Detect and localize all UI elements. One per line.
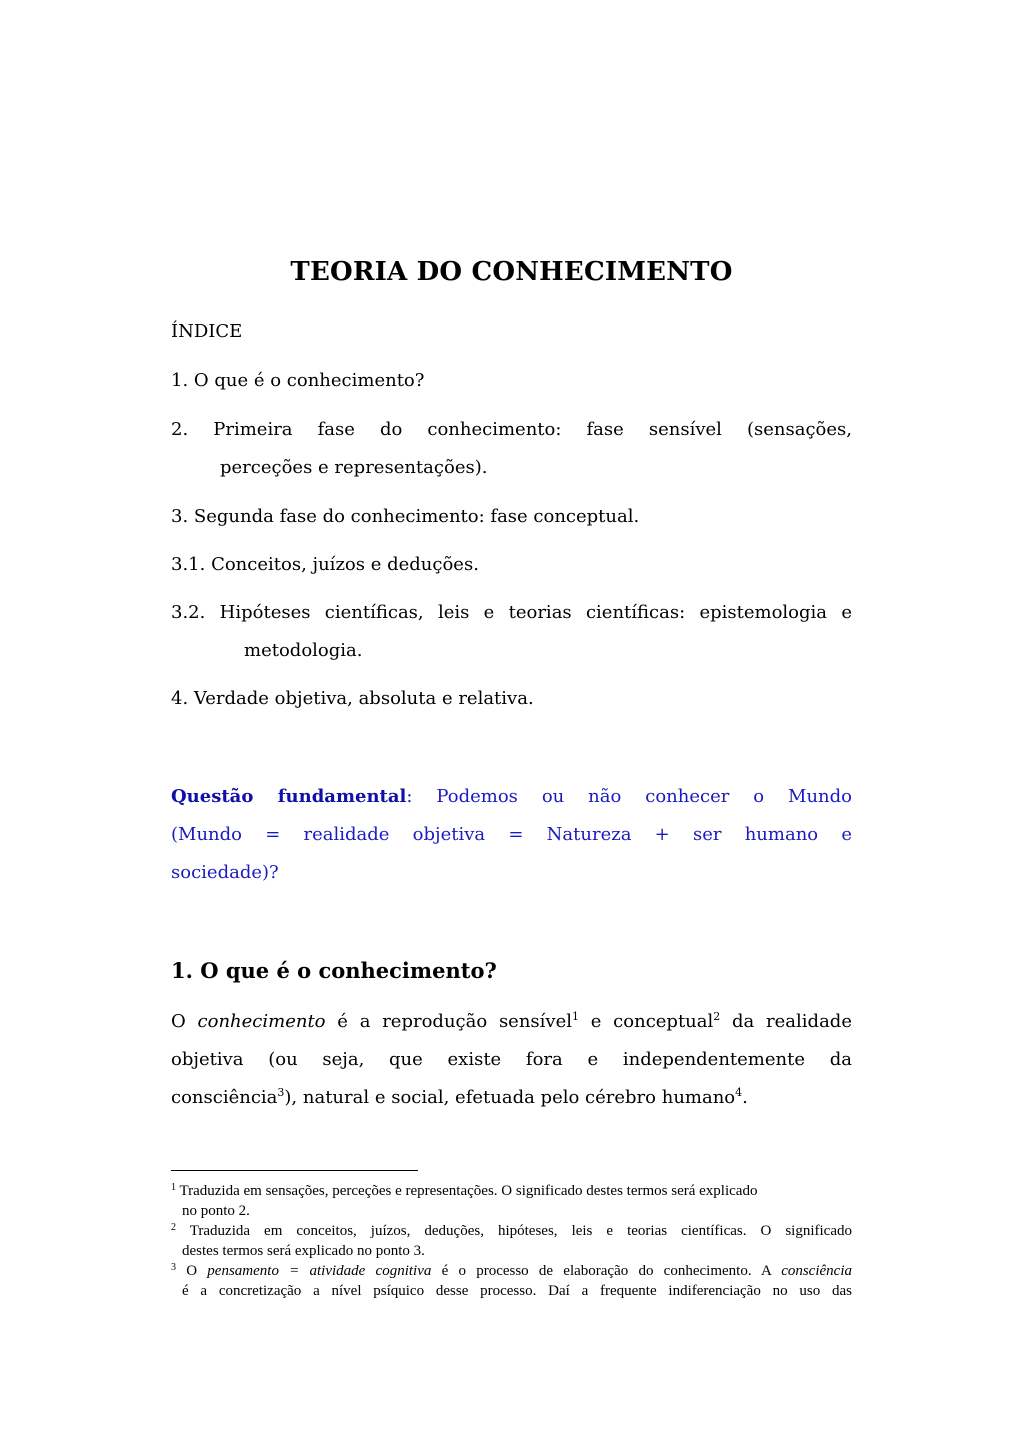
- footnote-2-line-2: destes termos será explicado no ponto 3.: [182, 1243, 425, 1259]
- index-item-1: 1. O que é o conhecimento?: [171, 370, 425, 391]
- footnote-3-line-2: é a concretização a nível psíquico desse processo. Daí a frequente indiferenciação no uso das: [182, 1283, 852, 1299]
- footnote-ref-3[interactable]: 3: [277, 1086, 285, 1099]
- index-item-2-line-1: 2. Primeira fase do conhecimento: fase sensível (sensações,: [171, 419, 852, 440]
- footnote-separator: [171, 1170, 418, 1171]
- fundamental-question-colon: :: [406, 786, 413, 807]
- index-item-3-2-line-2: metodologia.: [244, 640, 363, 661]
- footnote-2-text: Traduzida em conceitos, juízos, deduções, hipóteses, leis e teorias científicas. O significado: [189, 1223, 852, 1239]
- fundamental-question-line-3: sociedade)?: [171, 862, 279, 883]
- index-item-4: 4. Verdade objetiva, absoluta e relativa.: [171, 688, 534, 709]
- footnote-3-line-1: [171, 1261, 852, 1281]
- section-1-paragraph-line-3: [171, 1086, 852, 1110]
- section-1-paragraph-line-2: objetiva (ou seja, que existe fora e independentemente da: [171, 1049, 852, 1070]
- text-run: da realidade: [720, 1011, 852, 1032]
- footnote-ref-1[interactable]: 1: [572, 1010, 579, 1023]
- footnote-2-line-1: [171, 1221, 852, 1241]
- footnote-1-number: 1: [171, 1182, 176, 1193]
- section-1-paragraph-line-1: [171, 1010, 852, 1034]
- footnote-1-line-1: [171, 1181, 852, 1201]
- text-run: O: [171, 1011, 198, 1032]
- text-run: é o processo de elaboração do conhecimento. A: [431, 1263, 782, 1279]
- index-item-2-line-2: perceções e representações).: [220, 457, 488, 478]
- text-run: .: [742, 1087, 748, 1108]
- footnote-1-line-2: no ponto 2.: [182, 1203, 250, 1219]
- section-1-heading: 1. O que é o conhecimento?: [171, 958, 497, 983]
- index-heading: ÍNDICE: [171, 321, 243, 342]
- footnote-ref-2[interactable]: 2: [713, 1010, 721, 1023]
- footnote-2-number: 2: [171, 1222, 176, 1233]
- fundamental-question-text-1: Podemos ou não conhecer o Mundo: [436, 786, 852, 807]
- footnote-1-text: Traduzida em sensações, perceções e representações. O significado destes termos será explicado: [179, 1183, 758, 1199]
- text-run: é a reprodução sensível: [325, 1011, 572, 1032]
- text-run: e conceptual: [579, 1011, 714, 1032]
- text-run: O: [186, 1263, 208, 1279]
- index-item-3-1: 3.1. Conceitos, juízos e deduções.: [171, 554, 479, 575]
- index-item-3: 3. Segunda fase do conhecimento: fase conceptual.: [171, 506, 640, 527]
- index-item-3-2-line-1: 3.2. Hipóteses científicas, leis e teorias científicas: epistemologia e: [171, 602, 852, 623]
- term-conhecimento: conhecimento: [197, 1011, 326, 1032]
- fundamental-question-line-1: [171, 785, 852, 809]
- text-run: consciência: [171, 1087, 278, 1108]
- fundamental-question-label: Questão fundamental: [171, 786, 407, 807]
- term-consciencia: consciência: [781, 1263, 852, 1279]
- term-pensamento: pensamento = atividade cognitiva: [207, 1263, 432, 1279]
- fundamental-question-line-2: (Mundo = realidade objetiva = Natureza + ser humano e: [171, 824, 852, 845]
- footnote-ref-4[interactable]: 4: [735, 1086, 743, 1099]
- document-title: TEORIA DO CONHECIMENTO: [290, 257, 733, 287]
- footnote-3-number: 3: [171, 1262, 176, 1273]
- text-run: ), natural e social, efetuada pelo cérebro humano: [284, 1087, 736, 1108]
